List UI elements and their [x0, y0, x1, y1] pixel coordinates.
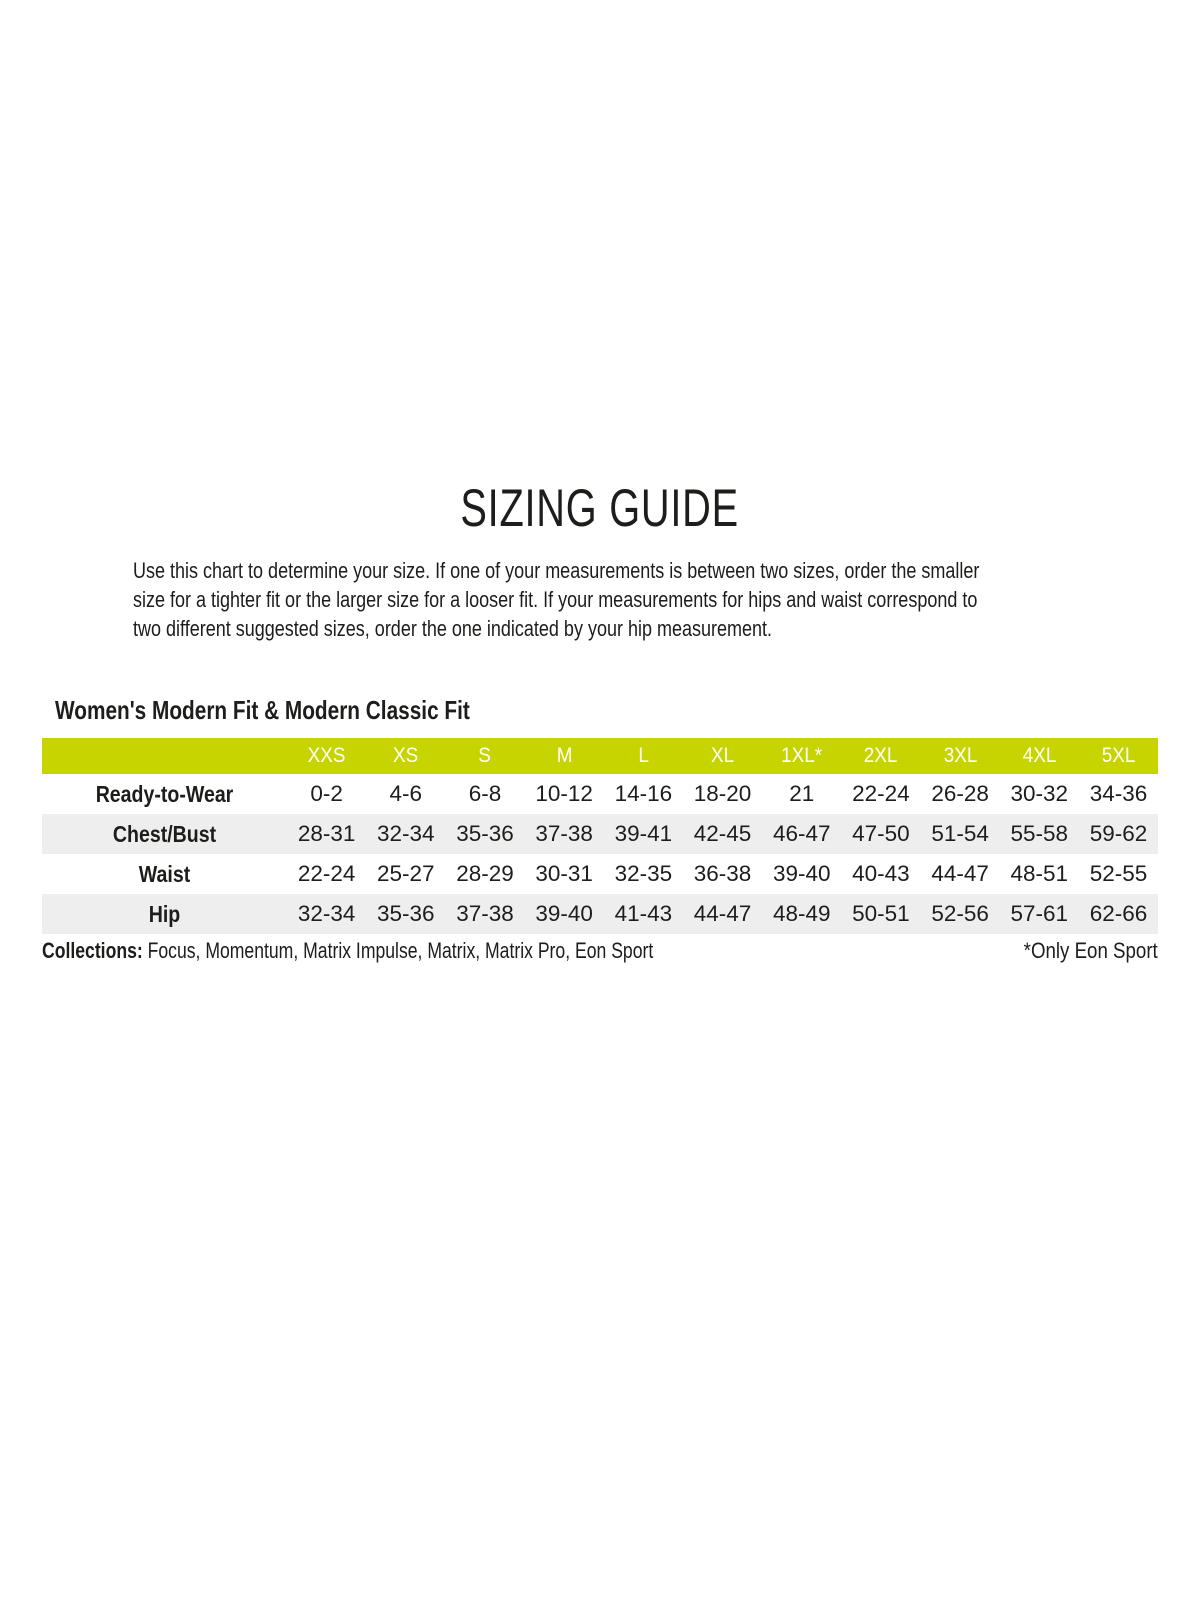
row-label: Waist: [138, 860, 191, 887]
size-column-header: XL: [710, 744, 735, 767]
intro-line: Use this chart to determine your size. If one of your measurements is between two sizes, order the smaller: [133, 558, 980, 583]
size-cell: 0-2: [310, 781, 343, 806]
size-cell: 21: [789, 781, 815, 806]
size-column-header: XXS: [307, 744, 346, 767]
size-cell: 25-27: [377, 861, 435, 886]
size-cell: 35-36: [456, 821, 514, 846]
size-cell: 39-41: [614, 821, 673, 846]
size-cell: 18-20: [693, 781, 752, 806]
size-cell: 55-58: [1010, 821, 1069, 846]
size-cell: 41-43: [614, 901, 673, 926]
size-cell: 39-40: [772, 861, 831, 886]
table-row: [42, 774, 1158, 814]
collections-footer: [42, 937, 1158, 965]
row-label: Ready-to-Wear: [95, 780, 234, 807]
page-title: [0, 479, 1200, 538]
size-cell: 14-16: [614, 781, 673, 806]
size-column-header: S: [478, 744, 492, 767]
size-cell: 30-31: [535, 861, 593, 886]
size-cell: 22-24: [852, 781, 910, 806]
size-cell: 4-6: [389, 781, 423, 806]
collections-list: Focus, Momentum, Matrix Impulse, Matrix, Matrix Pro, Eon Sport: [142, 938, 654, 963]
size-cell: 62-66: [1089, 901, 1148, 926]
size-column-header: 4XL: [1022, 744, 1057, 767]
size-column-header: M: [556, 744, 573, 767]
table-row: [42, 814, 1158, 854]
collections-text: [42, 938, 653, 964]
footnote-text: *Only Eon Sport: [1023, 938, 1158, 963]
size-cell: 57-61: [1010, 901, 1069, 926]
size-cell: 39-40: [535, 901, 593, 926]
size-cell: 28-31: [297, 821, 356, 846]
size-cell: 47-50: [852, 821, 910, 846]
size-cell: 48-49: [772, 901, 831, 926]
size-cell: 59-62: [1089, 821, 1148, 846]
row-label: Chest/Bust: [112, 820, 217, 847]
size-column-header: 5XL: [1101, 744, 1136, 767]
size-cell: 32-34: [377, 821, 435, 846]
size-column-header: L: [638, 744, 649, 767]
size-cell: 32-35: [614, 861, 673, 886]
size-cell: 42-45: [693, 821, 752, 846]
size-cell: 6-8: [468, 781, 502, 806]
size-cell: 37-38: [456, 901, 514, 926]
intro-line: two different suggested sizes, order the one indicated by your hip measurement.: [133, 616, 773, 641]
size-cell: 51-54: [931, 821, 989, 846]
size-column-header: XS: [393, 744, 419, 767]
size-cell: 48-51: [1010, 861, 1069, 886]
size-cell: 32-34: [297, 901, 356, 926]
section-heading: Women's Modern Fit & Modern Classic Fit: [55, 695, 470, 725]
size-column-header: 1XL*: [781, 744, 823, 767]
size-cell: 36-38: [693, 861, 752, 886]
size-cell: 22-24: [297, 861, 356, 886]
size-cell: 44-47: [931, 861, 989, 886]
size-cell: 52-55: [1089, 861, 1148, 886]
size-cell: 28-29: [456, 861, 514, 886]
size-cell: 35-36: [377, 901, 435, 926]
page-title-text: SIZING GUIDE: [460, 479, 740, 538]
intro-line: size for a tighter fit or the larger size for a looser fit. If your measurements for hips and waist correspond to: [133, 587, 978, 612]
collections-label: Collections:: [42, 938, 143, 963]
size-cell: 46-47: [772, 821, 831, 846]
size-cell: 34-36: [1089, 781, 1148, 806]
size-cell: 30-32: [1010, 781, 1069, 806]
size-table: [42, 738, 1158, 934]
size-column-header: 3XL: [943, 744, 977, 767]
size-table-body: [42, 774, 1158, 934]
table-row: [42, 854, 1158, 894]
size-cell: 26-28: [931, 781, 989, 806]
table-row: [42, 894, 1158, 934]
size-cell: 40-43: [852, 861, 910, 886]
size-table-header-row: [42, 738, 1158, 774]
size-cell: 44-47: [693, 901, 752, 926]
size-cell: 10-12: [535, 781, 593, 806]
size-column-header: 2XL: [864, 744, 898, 767]
size-cell: 50-51: [852, 901, 910, 926]
size-cell: 52-56: [931, 901, 989, 926]
size-cell: 37-38: [535, 821, 593, 846]
row-label: Hip: [148, 900, 181, 927]
intro-paragraph: [133, 556, 979, 643]
